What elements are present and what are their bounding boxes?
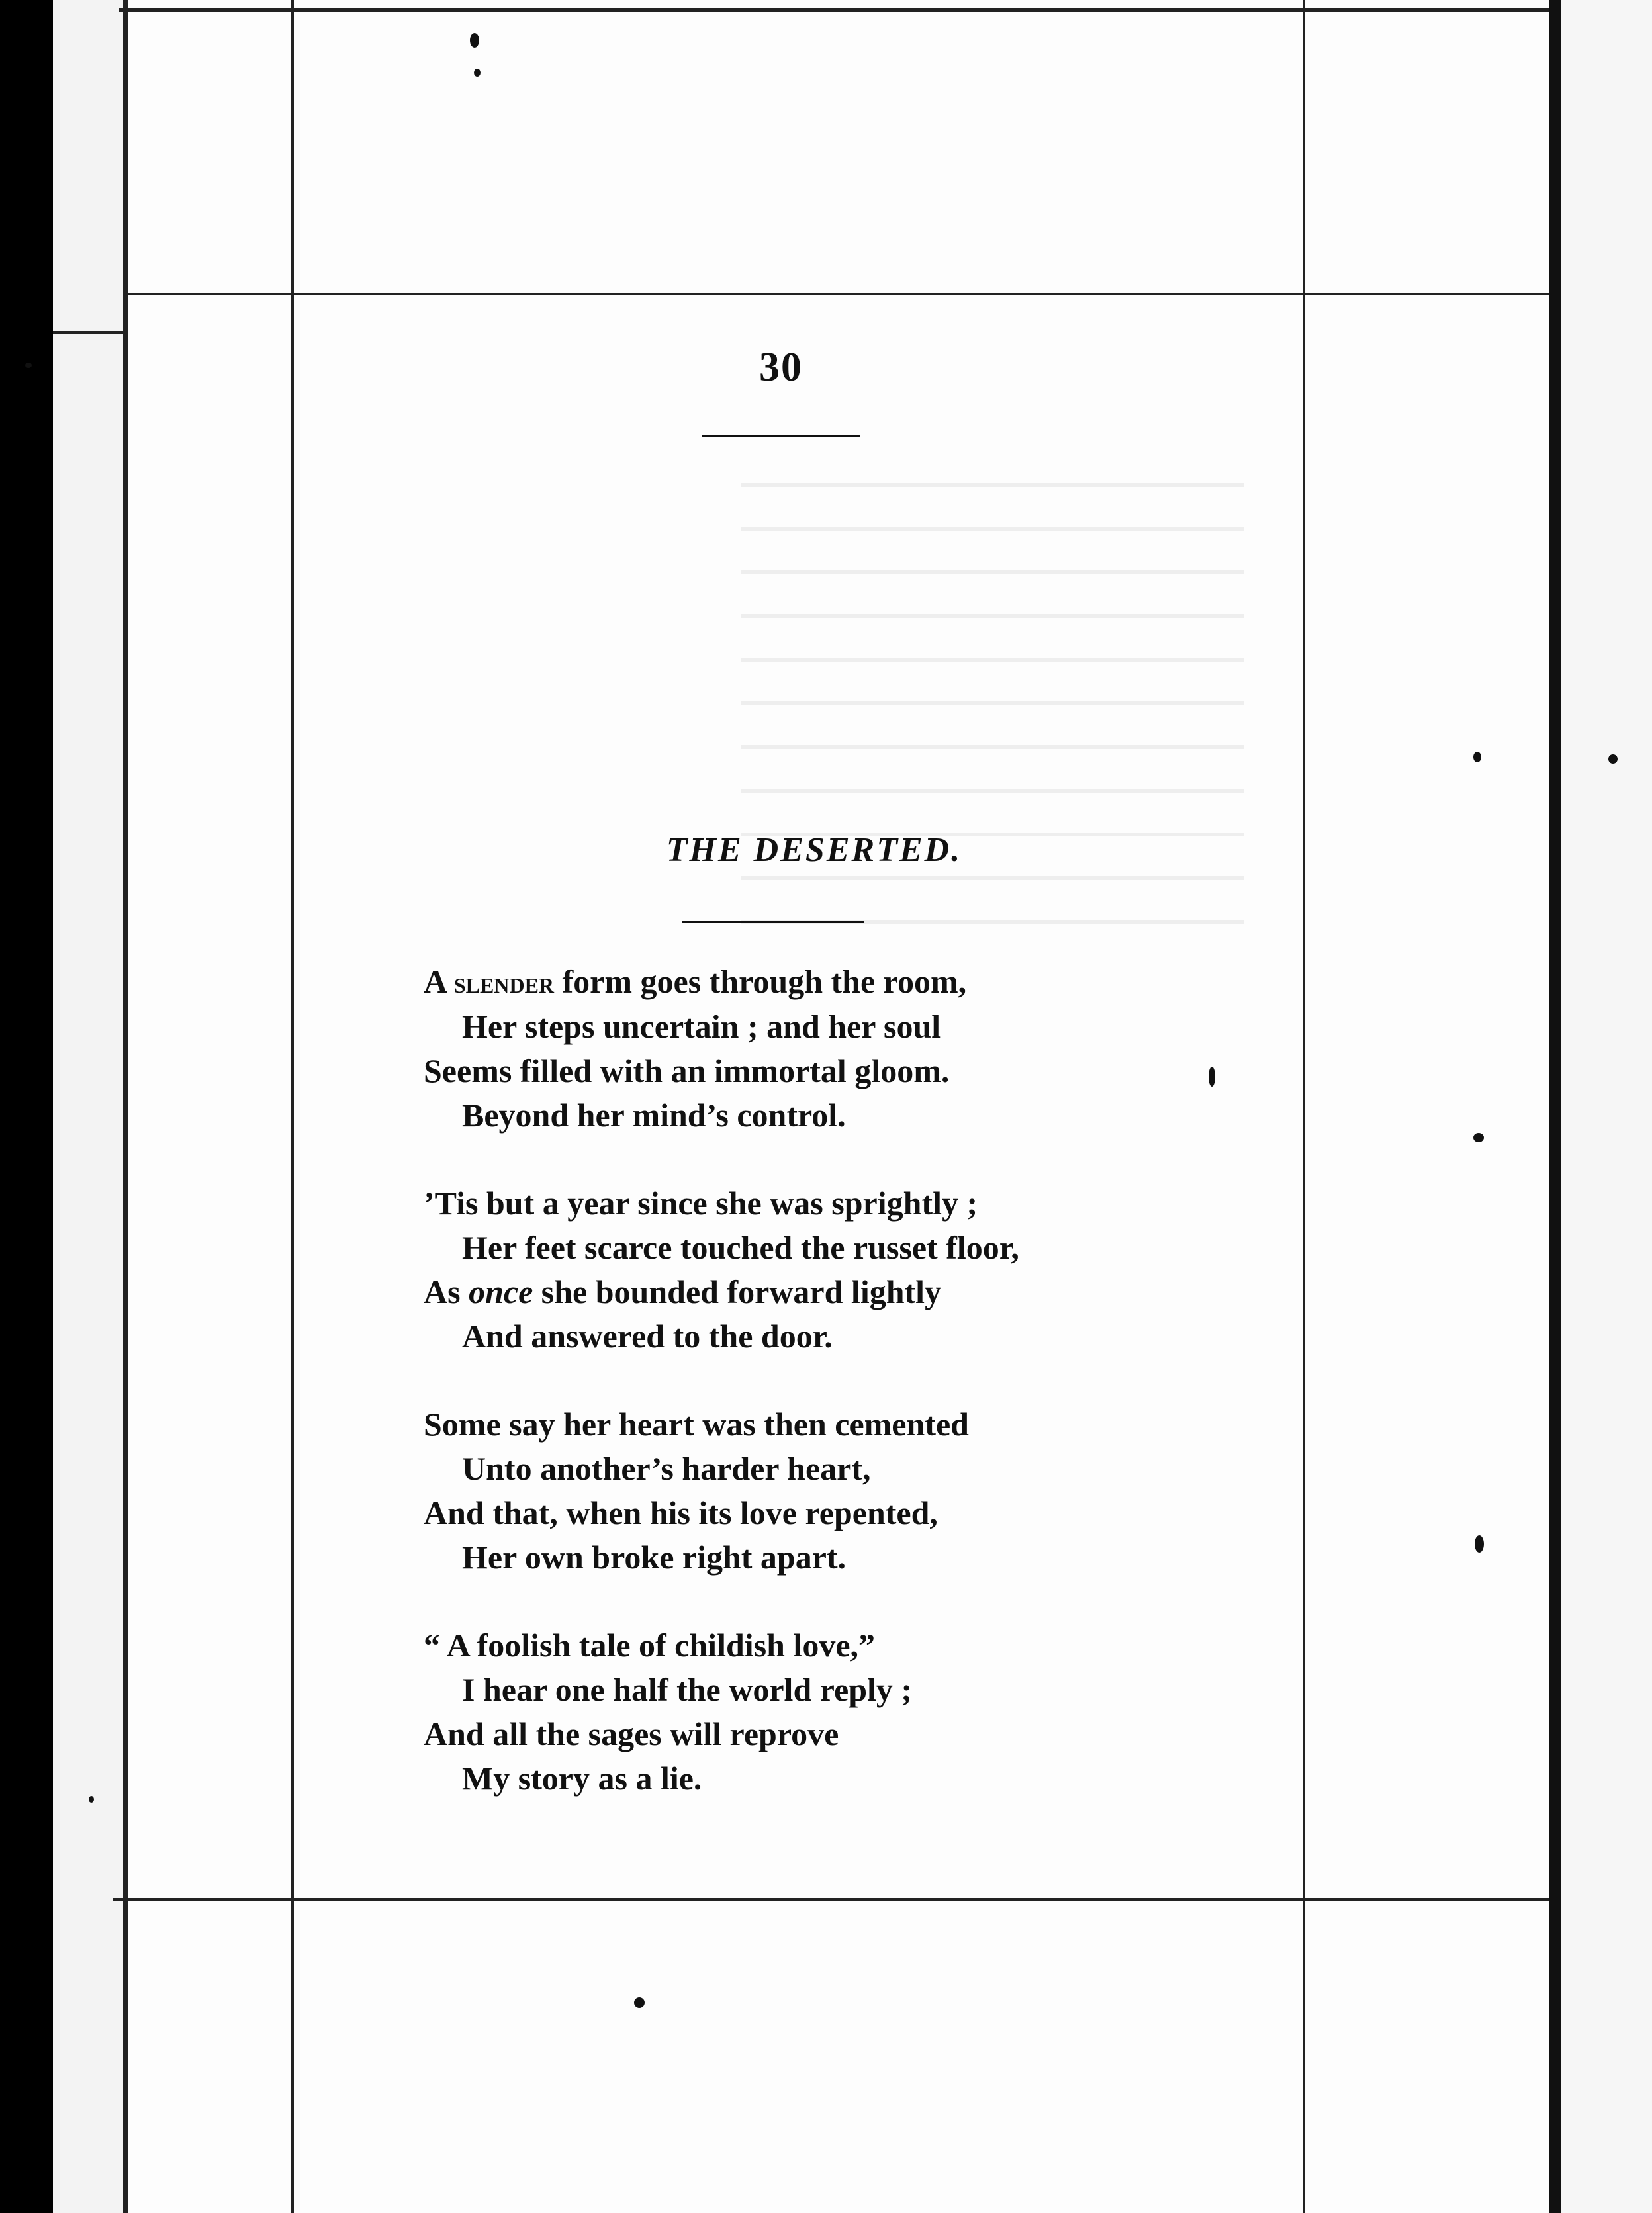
ink-speck: [25, 363, 32, 368]
top-border-rule: [119, 8, 1549, 12]
right-vertical-rule: [1303, 0, 1305, 2213]
ink-speck: [1608, 754, 1618, 764]
poem-line: Beyond her mind’s control.: [462, 1097, 846, 1134]
poem-title: THE DESERTED.: [666, 831, 962, 869]
ink-speck: [474, 69, 481, 77]
poem-line: A slender form goes through the room,: [424, 963, 967, 1000]
lower-horizontal-rule: [113, 1898, 1549, 1901]
title-underline: [682, 921, 864, 923]
poem-line: As once she bounded forward lightly: [424, 1273, 942, 1310]
poem-line: Her steps uncertain ; and her soul: [462, 1008, 941, 1045]
ink-speck: [470, 33, 479, 48]
upper-horizontal-rule-left: [53, 331, 126, 334]
poem-line: And all the sages will reprove: [424, 1715, 839, 1752]
poem-line: Seems filled with an immortal gloom.: [424, 1052, 950, 1089]
right-margin-strip: [1549, 0, 1652, 2213]
ink-speck: [1473, 752, 1481, 762]
poem-line: Her own broke right apart.: [462, 1539, 847, 1576]
poem-body: [424, 960, 1218, 1844]
poem-line: “ A foolish tale of childish love,”: [424, 1627, 876, 1664]
italic-word: once: [469, 1273, 533, 1310]
ink-speck: [1209, 1067, 1215, 1087]
poem-line: And that, when his its love repented,: [424, 1494, 938, 1531]
page-number: 30: [759, 345, 803, 390]
poem-line: Unto another’s harder heart,: [462, 1450, 871, 1487]
poem-line: And answered to the door.: [462, 1318, 833, 1355]
stanza-4: [424, 1623, 1218, 1801]
small-caps-word: slender: [453, 966, 555, 999]
ink-speck: [1475, 1535, 1484, 1553]
ink-speck: [89, 1796, 94, 1803]
poem-line: Some say her heart was then cemented: [424, 1406, 969, 1443]
poem-line: ’Tis but a year since she was sprightly ;: [424, 1185, 978, 1222]
sheet-edge-rule: [123, 0, 126, 2213]
poem-line: My story as a lie.: [462, 1760, 702, 1797]
ink-speck: [1473, 1133, 1484, 1142]
upper-horizontal-rule: [126, 293, 1549, 295]
stanza-1: [424, 960, 1218, 1138]
ink-speck: [634, 1997, 645, 2008]
stanza-2: [424, 1181, 1218, 1359]
left-vertical-rule: [291, 0, 294, 2213]
poem-line: Her feet scarce touched the russet floor,: [462, 1229, 1019, 1266]
page-number-underline: [702, 435, 860, 437]
stanza-3: [424, 1402, 1218, 1580]
poem-line: I hear one half the world reply ;: [462, 1671, 913, 1708]
